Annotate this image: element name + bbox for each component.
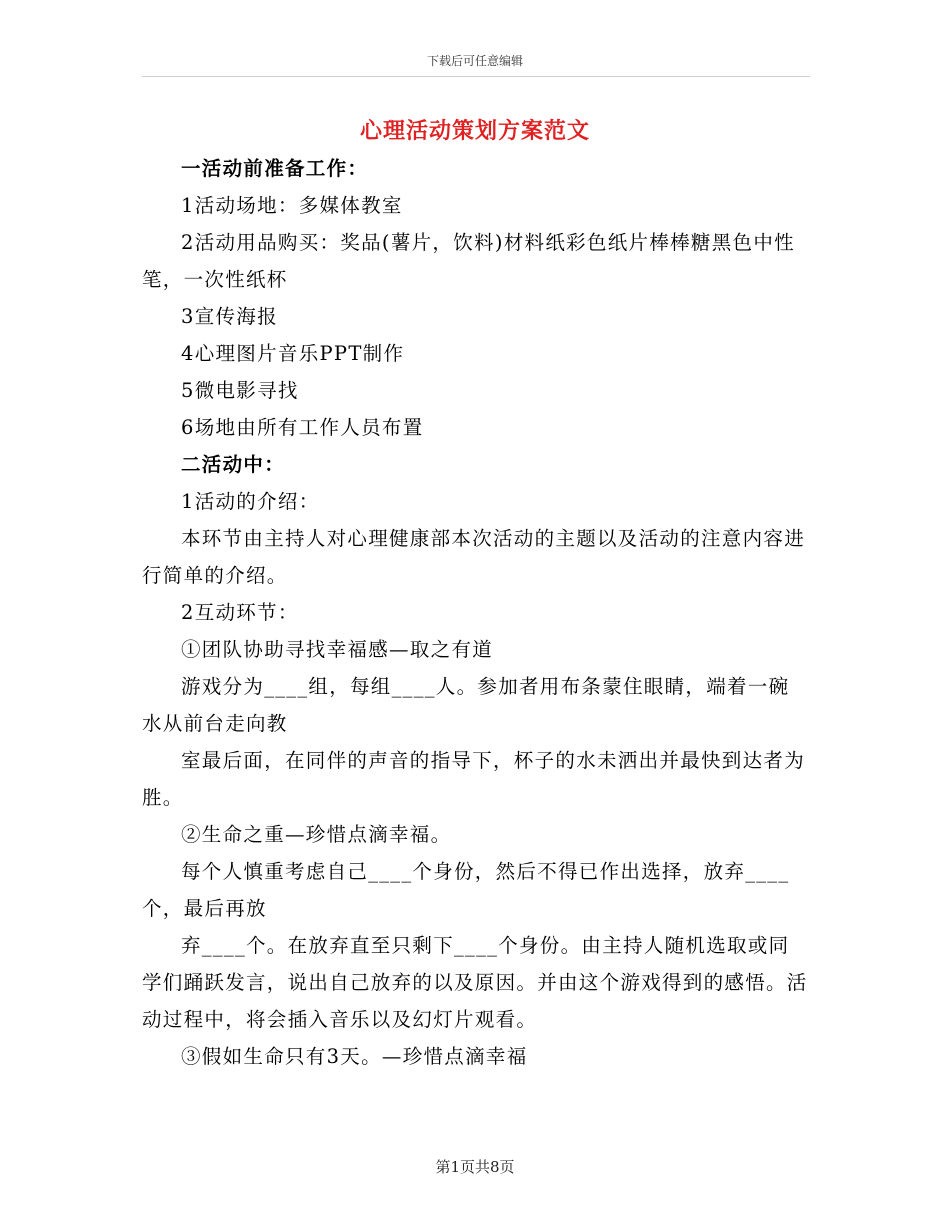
paragraph: 1活动的介绍： xyxy=(181,490,320,513)
paragraph: ①团队协助寻找幸福感—取之有道 xyxy=(181,638,494,661)
paragraph: 2互动环节： xyxy=(181,601,299,624)
section-heading-preparation: 一活动前准备工作： xyxy=(181,157,369,180)
document-body xyxy=(142,150,810,1075)
paragraph: 1活动场地：多媒体教室 xyxy=(181,194,403,217)
paragraph: 3宣传海报 xyxy=(181,305,278,328)
page-number: 第1页共8页 xyxy=(435,1158,515,1176)
paragraph: 游戏分为____组，每组____人。参加者用布条蒙住眼睛，端着一碗水从前台走向教 xyxy=(142,675,790,735)
header-divider xyxy=(142,76,810,77)
paragraph: 6场地由所有工作人员布置 xyxy=(181,416,424,439)
paragraph: ③假如生命只有3天。—珍惜点滴幸福 xyxy=(181,1045,528,1068)
paragraph: 弃____个。在放弃直至只剩下____个身份。由主持人随机选取或同学们踊跃发言，说出自己放弃的以及原因。并由这个游戏得到的感悟。活动过程中，将会插入音乐以及幻灯片观看。 xyxy=(142,934,808,1031)
page-header-note: 下载后可任意编辑 xyxy=(426,54,523,68)
section-heading-during-activity: 二活动中： xyxy=(181,453,286,476)
paragraph: 5微电影寻找 xyxy=(181,379,299,402)
paragraph: ②生命之重—珍惜点滴幸福。 xyxy=(181,823,452,846)
paragraph: 4心理图片音乐PPT制作 xyxy=(181,342,405,365)
document-title: 心理活动策划方案范文 xyxy=(359,118,590,144)
paragraph: 室最后面，在同伴的声音的指导下，杯子的水未洒出并最快到达者为胜。 xyxy=(142,749,806,809)
paragraph: 2活动用品购买：奖品(薯片，饮料)材料纸彩色纸片棒棒糖黑色中性笔，一次性纸杯 xyxy=(142,231,795,291)
paragraph: 每个人慎重考虑自己____个身份，然后不得已作出选择，放弃____个，最后再放 xyxy=(142,860,790,920)
paragraph: 本环节由主持人对心理健康部本次活动的主题以及活动的注意内容进行简单的介绍。 xyxy=(142,527,806,587)
